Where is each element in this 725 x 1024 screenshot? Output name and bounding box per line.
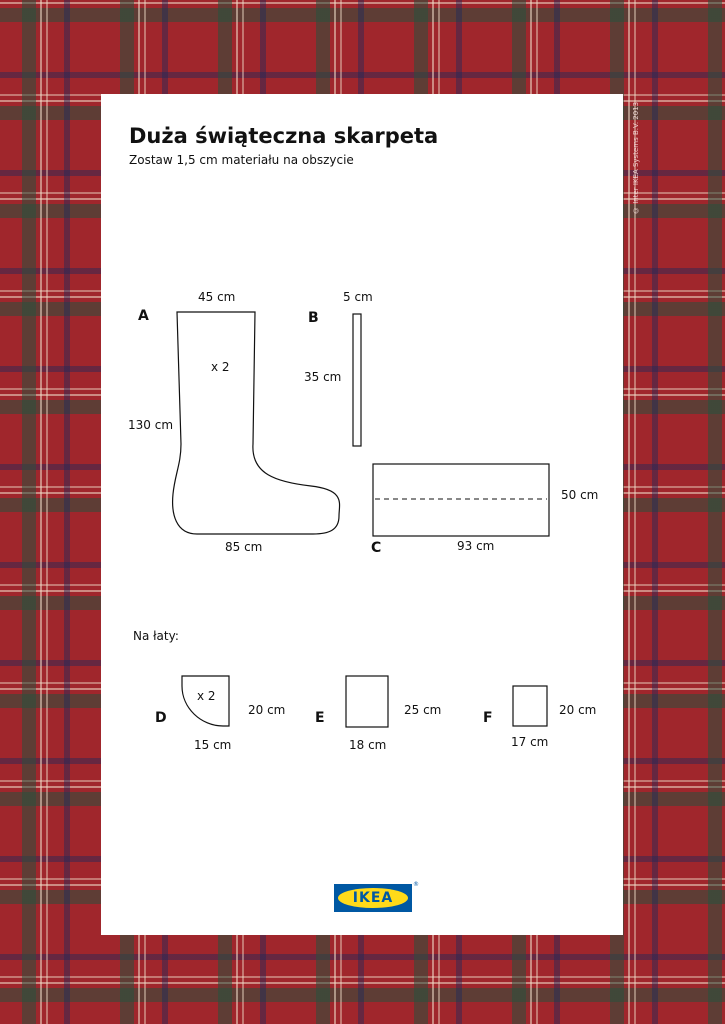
piece-b-height-label: 35 cm — [304, 370, 342, 384]
piece-b-letter: B — [308, 310, 319, 326]
piece-d-height-label: 20 cm — [248, 703, 286, 717]
page-title: Duża świąteczna skarpeta — [129, 124, 439, 148]
piece-e-height-label: 25 cm — [404, 703, 442, 717]
patches-heading: Na łaty: — [133, 629, 179, 643]
piece-d-letter: D — [155, 710, 167, 726]
piece-a-bottom-label: 85 cm — [225, 540, 263, 554]
pattern-sheet — [101, 94, 623, 935]
ikea-logo-oval — [338, 888, 408, 908]
copyright-notice: © Inter IKEA Systems B.V. 2013 — [632, 101, 640, 214]
piece-a-count-label: x 2 — [211, 360, 230, 374]
piece-e-patch-shape — [346, 676, 388, 727]
ikea-logo — [334, 884, 412, 912]
pattern-shapes — [101, 94, 623, 935]
piece-c-letter: C — [371, 540, 382, 556]
piece-f-width-label: 17 cm — [511, 735, 549, 749]
piece-d-count-label: x 2 — [197, 689, 216, 703]
piece-c-height-label: 50 cm — [561, 488, 599, 502]
ikea-logo-text: IKEA — [352, 890, 394, 906]
piece-d-width-label: 15 cm — [194, 738, 232, 752]
piece-a-sock-shape — [173, 312, 340, 534]
piece-c-rect-shape — [373, 464, 549, 536]
piece-b-width-label: 5 cm — [343, 290, 373, 304]
piece-f-height-label: 20 cm — [559, 703, 597, 717]
piece-f-letter: F — [483, 710, 493, 726]
piece-b-strip-shape — [353, 314, 361, 446]
piece-f-patch-shape — [513, 686, 547, 726]
piece-e-width-label: 18 cm — [349, 738, 387, 752]
piece-c-width-label: 93 cm — [457, 539, 495, 553]
piece-a-height-label: 130 cm — [128, 418, 174, 432]
registered-mark: ® — [413, 881, 419, 888]
piece-e-letter: E — [315, 710, 325, 726]
page-subtitle: Zostaw 1,5 cm materiału na obszycie — [129, 153, 354, 167]
piece-a-width-label: 45 cm — [198, 290, 236, 304]
piece-a-letter: A — [138, 308, 149, 324]
